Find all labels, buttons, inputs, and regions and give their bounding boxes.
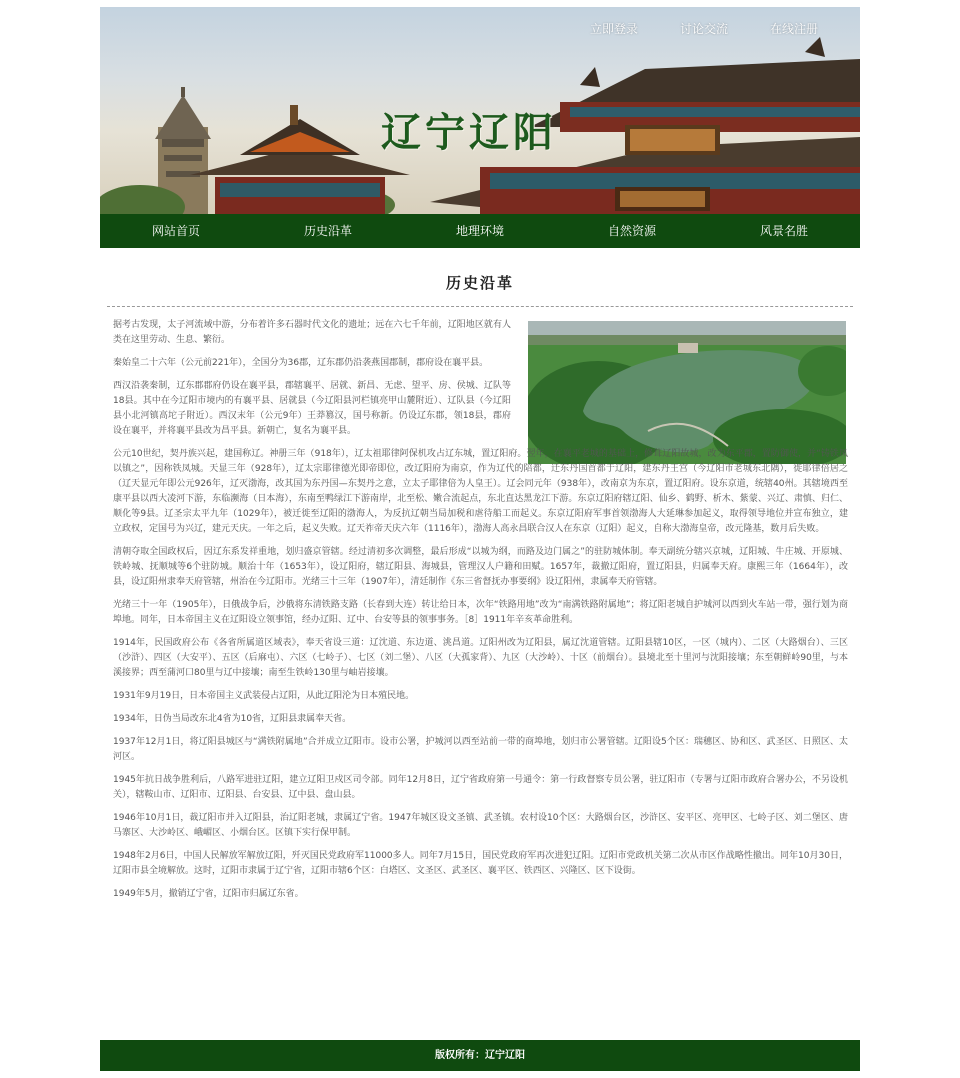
- article-paragraph: 光绪三十一年（1905年），日俄战争后，沙俄将东清铁路支路（长春到大连）转让给日本，次年“铁路用地”改为“南满铁路附属地”；将辽阳老城自护城河以西到火车站一带，强行划为商埠地。同年，日本帝国主义在辽阳设立领事馆，经办辽阳、辽中、台安等县的领事事务。［8］1911年辛亥革命胜利。: [113, 600, 848, 625]
- article-paragraph: 1914年，民国政府公布《各省所属道区域表》，奉天省设三道：辽沈道、东边道、洮昌道。辽阳州改为辽阳县，属辽沈道管辖。辽阳县辖10区，一区（城内）、二区（大路烟台）、三区（沙浒）、四区（大安平）、五区（后麻屯）、六区（七岭子）、七区（刘二堡）、八区（大孤家背）、九区（大沙岭）、十区（前烟台）。县境北至十里河与沈阳接壤；东至朝鲜岭90里，与本溪接界；西至蒲河口80里与辽中接壤；南至生铁岭130里与岫岩接壤。: [113, 638, 848, 678]
- article-paragraph: 1945年抗日战争胜利后，八路军进驻辽阳，建立辽阳卫戍区司令部。同年12月8日，辽宁省政府第一号通令：第一行政督察专员公署，驻辽阳市（专署与辽阳市政府合署办公，不另设机关），辖鞍山市、辽阳市、辽阳县、台安县、辽中县、盘山县。: [113, 775, 848, 800]
- header-banner: [100, 7, 860, 214]
- top-links: [590, 20, 818, 37]
- nav-item-history[interactable]: 历史沿革: [303, 224, 352, 238]
- login-link[interactable]: 立即登录: [589, 22, 638, 36]
- site-title: 辽宁辽阳: [381, 109, 557, 156]
- article-paragraph: 1948年2月6日，中国人民解放军解放辽阳，歼灭国民党政府军11000多人。同年7月15日，国民党政府军再次进犯辽阳。辽阳市党政机关第二次从市区作战略性撤出。同年10月30日，辽阳市县全境解放。这时，辽阳市隶属于辽宁省，辽阳市辖6个区：白塔区、文圣区、武圣区、襄平区、铁西区、兴隆区、区下设街。: [113, 851, 848, 876]
- register-link[interactable]: 在线注册: [769, 22, 818, 36]
- nav-item-scenery[interactable]: 风景名胜: [759, 224, 808, 238]
- nav-item-resources[interactable]: 自然资源: [607, 224, 656, 238]
- article-paragraph: 1934年，日伪当局改东北4省为10省，辽阳县隶属奉天省。: [113, 714, 352, 724]
- nav-item-home[interactable]: 网站首页: [151, 224, 200, 238]
- article-paragraph: 公元10世纪，契丹族兴起，建国称辽。神册三年（918年），辽太祖耶律阿保机攻占辽东城，置辽阳府。翌年，在襄平老城的基础上，修葺辽阳故城，改为东平郡，置防御使，并“铸铁凤以镇之”，因称铁凤城。天显三年（928年），辽太宗耶律德光即帝即位，改辽阳府为南京，作为辽代的陪都，迁东丹国首都于辽阳，建东丹王宫（今辽阳市老城东北隅），徙耶律倍居之（辽天显元年即公元926年，辽灭渤海，改其国为东丹国—东契丹之意，立太子耶律倍为人皇王）。辽会同元年（938年），改南京为东京，置辽阳府。设东京道，统辖40州。其辖境西至康平县以西大凌河下游，东临濒海（日本海），东南至鸭绿江下游南岸，北至松、嫩合流起点，东北直达黑龙江下游。东京辽阳府辖辽阳、仙乡、鹤野、析木、紫蒙、兴辽、肃慎、归仁、顺化等9县。辽圣宗太平九年（1029年），被迁徙至辽阳的渤海人，为反抗辽朝当局加税和虐待船工而起义。东京辽阳府军事首领渤海人大延琳参加起义，取得领导地位并宣布独立，建立政权，定国号为兴辽，建元天庆。一年之后，起义失败。辽天祚帝天庆六年（1116年），渤海人高永昌联合汉人在东京（辽阳）起义，自称大渤海皇帝，改元隆基，数月后失败。: [113, 449, 848, 534]
- article-paragraph: 清朝夺取全国政权后，因辽东系发祥重地，划归盛京管辖。经过清初多次调整，最后形成“以城为纲，而路及边门属之”的驻防城体制。奉天副统分辖兴京城，辽阳城、牛庄城、开原城、铁岭城、抚顺城等6个驻防城。顺治十年（1653年），设辽阳府，辖辽阳县、海城县，管理汉人户籍和田赋。1657年，裁撤辽阳府，置辽阳县，归属奉天府。康熙三年（1664年），改县，设辽阳州隶奉天府管辖，州治在今辽阳市。光绪三十三年（1907年），清廷制作《东三省督抚办事要纲》设辽阳州，隶属奉天府管辖。: [113, 547, 848, 587]
- main-nav: [100, 214, 860, 248]
- article-paragraph: 据考古发现，太子河流域中游，分布着许多石器时代文化的遗址；远在六七千年前，辽阳地区就有人类在这里劳动、生息、繁衍。: [113, 320, 511, 345]
- article-paragraph: 1949年5月，撤销辽宁省，辽阳市归属辽东省。: [113, 889, 304, 899]
- article-body: [113, 318, 848, 910]
- article-paragraph: 1931年9月19日，日本帝国主义武装侵占辽阳，从此辽阳沦为日本殖民地。: [113, 691, 415, 701]
- article-paragraph: 1937年12月1日，将辽阳县城区与“满铁附属地”合并成立辽阳市。设市公署，护城河以西至站前一带的商埠地，划归市公署管辖。辽阳设5个区：瑞穗区、协和区、武圣区、日照区、太河区。: [113, 737, 848, 762]
- article-paragraph: 西汉沿袭秦制，辽东郡郡府仍设在襄平县，郡辖襄平、居就、新昌、无虑、望平、房、侯城、辽队等18县。其中在今辽阳市境内的有襄平县、居就县（今辽阳县河栏镇亮甲山麓附近）、辽队县（今辽阳县小北河镇高坨子附近）。西汉末年（公元9年）王莽篡汉，国号称新。仍设辽东郡，领18县，郡府设在襄平，并将襄平县改为昌平县。新朝亡，复名为襄平县。: [113, 381, 511, 436]
- nav-item-geography[interactable]: 地理环境: [455, 224, 504, 238]
- article-paragraph: 秦始皇二十六年（公元前221年），全国分为36郡，辽东郡仍沿袭燕国郡制，郡府设在襄平县。: [113, 358, 489, 368]
- article-paragraph: 1946年10月1日，裁辽阳市并入辽阳县，治辽阳老城，隶属辽宁省。1947年城区设文圣镇、武圣镇。农村设10个区：大路烟台区，沙浒区、安平区、亮甲区、七岭子区、刘二堡区、唐马寨区、大沙岭区、峨嵋区、小烟台区。区镇下实行保甲制。: [113, 813, 848, 838]
- footer: 版权所有：辽宁辽阳: [100, 1040, 860, 1071]
- title-divider: [107, 306, 853, 307]
- discussion-link[interactable]: 讨论交流: [679, 22, 728, 36]
- page-title: 历史沿革: [445, 274, 514, 292]
